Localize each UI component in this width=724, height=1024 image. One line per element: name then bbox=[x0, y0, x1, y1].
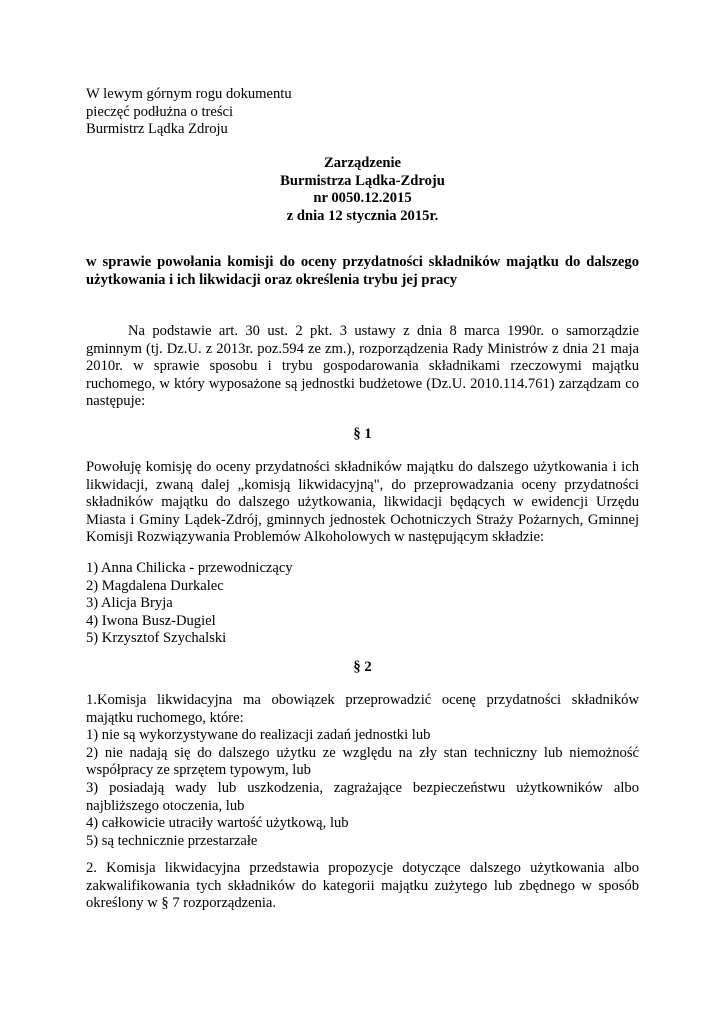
point-2-text: 2. Komisja likwidacyjna przedstawia propozycje dotyczące dalszego użytkowania albo zakwalifikowania tych składników do kategorii majątku zużytego lub zbędnego w sposób określony w § 7 rozporządzenia. bbox=[86, 860, 639, 912]
section-2-heading bbox=[86, 659, 639, 677]
list-item: 4) Iwona Busz-Dugiel bbox=[86, 612, 216, 629]
list-item: 5) są technicznie przestarzałe bbox=[86, 832, 258, 849]
document-authority: Burmistrza Lądka-Zdroju bbox=[280, 172, 445, 189]
list-item: 1) nie są wykorzystywane do realizacji zadań jednostki lub bbox=[86, 727, 431, 744]
list-item: 3) Alicja Bryja bbox=[86, 595, 173, 612]
section-2-intro: 1.Komisja likwidacyjna ma obowiązek przeprowadzić ocenę przydatności składników majątku ruchomego, które: bbox=[86, 692, 639, 726]
list-item: 2) Magdalena Durkalec bbox=[86, 577, 224, 594]
stamp-note-line: Burmistrz Lądka Zdroju bbox=[86, 121, 228, 138]
document-subject bbox=[86, 254, 639, 289]
stamp-note bbox=[86, 86, 639, 139]
list-item: 1) Anna Chilicka - przewodniczący bbox=[86, 560, 293, 576]
section-1-paragraph: Powołuję komisję do oceny przydatności składników majątku do dalszego użytkowania i ich likwidacji, zwaną dalej „komisją likwidacyjną", do przeprowadzania oceny przydatności składników majątku do dalszego użytkowania, likwidacji będących w ewidencji Urzędu Miasta i Gminy Lądek-Zdrój, gminnych jednostek Ochotniczych Straży Pożarnych, Gminnej Komisji Rozwiązywania Problemów Alkoholowych w następującym składzie: bbox=[86, 459, 639, 546]
document-number: nr 0050.12.2015 bbox=[313, 190, 412, 207]
preamble bbox=[86, 323, 639, 411]
section-1-heading bbox=[86, 426, 639, 444]
list-item: 2) nie nadają się do dalszego użytku ze względu na zły stan techniczny lub niemożność współpracy ze sprzętem typowym, lub bbox=[86, 744, 639, 779]
commission-members bbox=[86, 560, 639, 648]
preamble-text: Na podstawie art. 30 ust. 2 pkt. 3 ustawy z dnia 8 marca 1990r. o samorządzie gminnym (tj. Dz.U. z 2013r. poz.594 ze zm.), rozporządzenia Rady Ministrów z dnia 21 maja 2010r. w sprawie sposobu i trybu gospodarowania składnikami rzeczowymi majątku ruchomego, w który wyposażone są jednostki budżetowe (Dz.U. 2010.114.761) zarządzam co następuje: bbox=[86, 323, 639, 410]
section-1-text bbox=[86, 459, 639, 547]
stamp-note-line: pieczęć podłużna o treści bbox=[86, 103, 234, 120]
section-2-point-2 bbox=[86, 860, 639, 913]
list-item: 5) Krzysztof Szychalski bbox=[86, 630, 227, 647]
subject-text: w sprawie powołania komisji do oceny przydatności składników majątku do dalszego użytkowania i ich likwidacji oraz określenia trybu jej pracy bbox=[86, 254, 639, 288]
document-title: Zarządzenie bbox=[323, 155, 401, 171]
stamp-note-line: W lewym górnym rogu dokumentu bbox=[86, 86, 292, 102]
section-1-heading-text: § 1 bbox=[353, 426, 372, 442]
document-date: z dnia 12 stycznia 2015r. bbox=[286, 207, 439, 224]
list-item: 4) całkowicie utraciły wartość użytkową, lub bbox=[86, 815, 349, 832]
section-2-heading-text: § 2 bbox=[353, 659, 372, 675]
list-item: 3) posiadają wady lub uszkodzenia, zagrażające bezpieczeństwu użytkowników albo najbliższego otoczenia, lub bbox=[86, 779, 639, 814]
document-header bbox=[86, 155, 639, 225]
section-2-body bbox=[86, 692, 639, 850]
